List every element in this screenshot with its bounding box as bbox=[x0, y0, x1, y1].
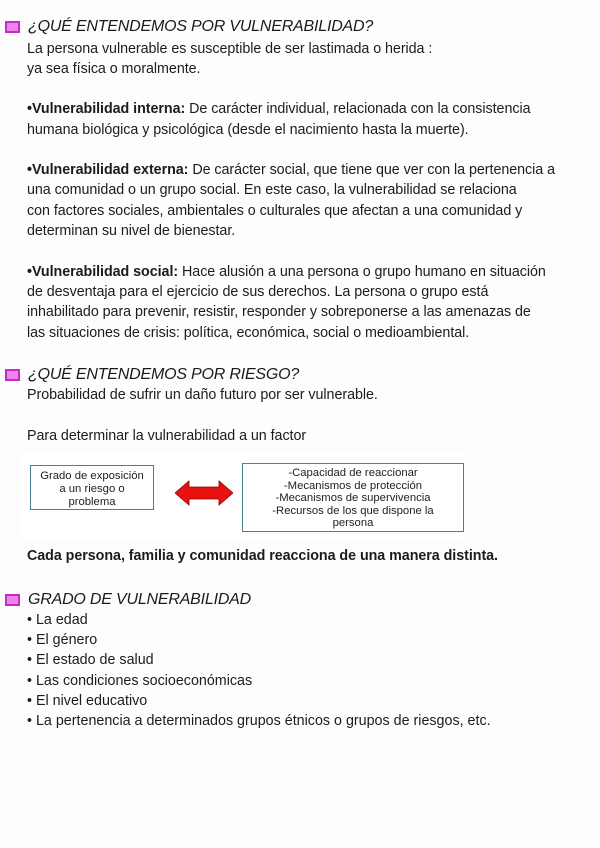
list-item: • El estado de salud bbox=[27, 652, 154, 668]
pink-square-icon bbox=[5, 594, 20, 606]
externa-line-2: una comunidad o un grupo social. En este caso, la vulnerabilidad se relaciona bbox=[27, 182, 517, 198]
riesgo-factor-intro: Para determinar la vulnerabilidad a un factor bbox=[27, 428, 307, 444]
list-item: • Las condiciones socioeconómicas bbox=[27, 673, 253, 689]
intro-line-2: ya sea física o moralmente. bbox=[27, 61, 201, 77]
box-line: problema bbox=[68, 496, 116, 508]
term-label: •Vulnerabilidad interna: bbox=[27, 101, 186, 117]
vulnerability-diagram bbox=[20, 451, 466, 540]
box-line: persona bbox=[332, 517, 374, 530]
double-arrow-icon bbox=[175, 480, 233, 506]
box-line: a un riesgo o bbox=[59, 483, 125, 495]
box-line: -Mecanismos de protección bbox=[283, 479, 423, 492]
section-grado-heading bbox=[5, 591, 251, 609]
capacity-box bbox=[242, 463, 464, 532]
social-line-4: las situaciones de crisis: política, económica, social o medioambiental. bbox=[27, 325, 470, 341]
vulnerabilidad-externa bbox=[27, 162, 555, 178]
definition-text: Hace alusión a una persona o grupo humano en situación bbox=[178, 264, 546, 280]
section-riesgo-heading bbox=[5, 366, 299, 384]
vulnerabilidad-interna bbox=[27, 101, 530, 117]
riesgo-conclusion: Cada persona, familia y comunidad reacciona de una manera distinta. bbox=[27, 548, 498, 564]
list-item: • El nivel educativo bbox=[27, 693, 148, 709]
exposure-box bbox=[30, 465, 154, 510]
definition-text: De carácter individual, relacionada con la consistencia bbox=[185, 101, 531, 117]
box-line: -Recursos de los que dispone la bbox=[272, 504, 434, 517]
box-line: -Capacidad de reaccionar bbox=[288, 467, 418, 479]
term-label: •Vulnerabilidad externa: bbox=[27, 162, 189, 178]
vulnerabilidad-social bbox=[27, 264, 546, 280]
section-title: GRADO DE VULNERABILIDAD bbox=[28, 591, 252, 608]
social-line-3: inhabilitado para prevenir, resistir, responder y sobreponerse a las amenazas de bbox=[27, 304, 531, 320]
section-vulnerabilidad-heading bbox=[5, 18, 373, 36]
definition-text: De carácter social, que tiene que ver con la pertenencia a bbox=[188, 162, 555, 178]
pink-square-icon bbox=[5, 21, 20, 33]
term-label: •Vulnerabilidad social: bbox=[27, 264, 179, 280]
section-title: ¿QUÉ ENTENDEMOS POR VULNERABILIDAD? bbox=[28, 18, 374, 35]
externa-line-3: con factores sociales, ambientales o culturales que afectan a una comunidad y bbox=[27, 203, 523, 219]
list-item: • La pertenencia a determinados grupos étnicos o grupos de riesgos, etc. bbox=[27, 713, 491, 729]
interna-line-2: humana biológica y psicológica (desde el nacimiento hasta la muerte). bbox=[27, 122, 469, 138]
pink-square-icon bbox=[5, 369, 20, 381]
list-item: • La edad bbox=[27, 612, 88, 628]
box-line: -Mecanismos de supervivencia bbox=[275, 492, 431, 505]
externa-line-4: determinan su nivel de bienestar. bbox=[27, 223, 236, 239]
box-line: Grado de exposición bbox=[40, 470, 144, 482]
intro-line-1: La persona vulnerable es susceptible de ser lastimada o herida : bbox=[27, 41, 433, 57]
list-item: • El género bbox=[27, 632, 98, 648]
social-line-2: de desventaja para el ejercicio de sus derechos. La persona o grupo está bbox=[27, 284, 489, 300]
riesgo-definition: Probabilidad de sufrir un daño futuro por ser vulnerable. bbox=[27, 387, 378, 403]
section-title: ¿QUÉ ENTENDEMOS POR RIESGO? bbox=[28, 366, 300, 383]
